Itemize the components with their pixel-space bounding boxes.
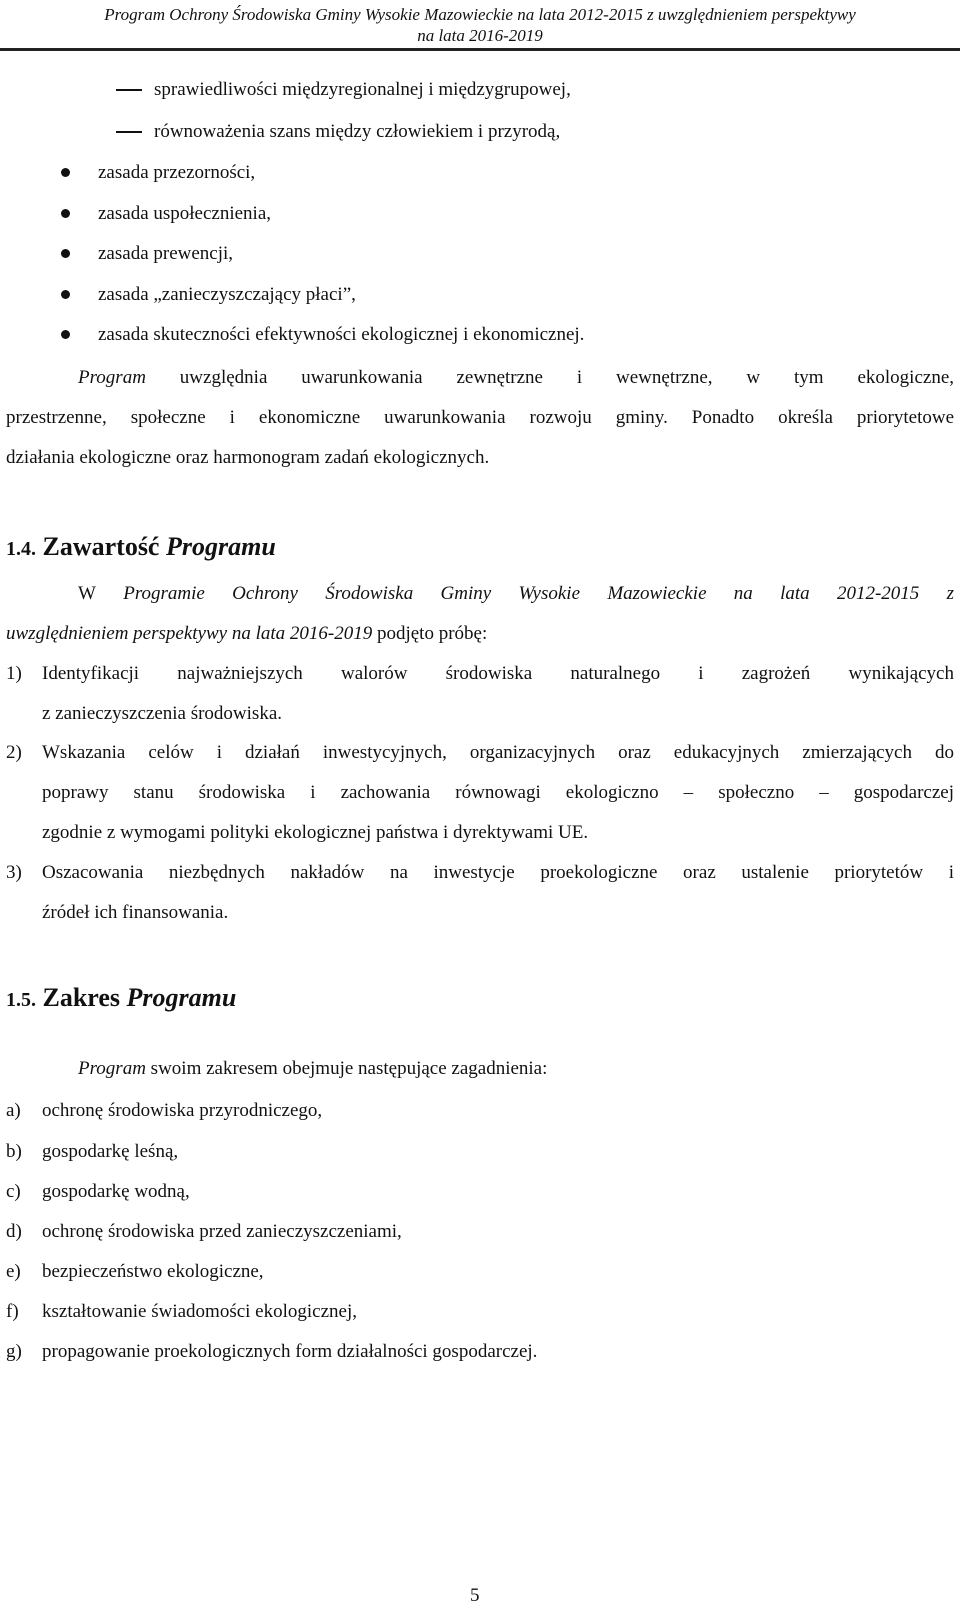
dash-item: równoważenia szans między człowiekiem i przyrodą, — [154, 121, 561, 142]
bullet-marker — [61, 330, 70, 339]
section-heading-1-5 — [6, 983, 236, 1015]
bullet-item: zasada prewencji, — [98, 243, 234, 264]
header-line-1: Program Ochrony Środowiska Gminy Wysokie Mazowieckie na lata 2012-2015 z uwzględnieniem perspektywy — [104, 5, 856, 24]
section-number: 1.4. — [6, 538, 36, 560]
dash-marker — [116, 131, 142, 133]
section-title: Zakres — [42, 983, 127, 1012]
header-line-2: na lata 2016-2019 — [417, 26, 543, 45]
list-item-line: poprawy stanu środowiska i zachowania równowagi ekologiczno – społeczno – gospodarczej — [42, 782, 954, 803]
bullet-marker — [61, 249, 70, 258]
paragraph-line — [78, 366, 954, 390]
list-marker: 1) — [6, 663, 22, 684]
list-item: gospodarkę leśną, — [42, 1141, 179, 1162]
header-rule — [0, 48, 960, 51]
paragraph-text: uwzględnia uwarunkowania zewnętrzne i wewnętrzne, w tym ekologiczne, — [145, 367, 954, 388]
list-marker: a) — [6, 1100, 21, 1121]
dash-marker — [116, 89, 142, 91]
intro-italic: Programie Ochrony Środowiska Gminy Wysokie Mazowieckie na lata 2012-2015 z — [95, 583, 954, 604]
list-marker: f) — [6, 1301, 19, 1322]
intro-rest: swoim zakresem obejmuje następujące zagadnienia: — [145, 1058, 548, 1079]
list-marker: 3) — [6, 862, 22, 883]
bullet-item: zasada „zanieczyszczający płaci”, — [98, 284, 356, 305]
list-item-line: Wskazania celów i działań inwestycyjnych, organizacyjnych oraz edukacyjnych zmierzających do — [42, 742, 954, 763]
list-item-line: zgodnie z wymogami polityki ekologicznej państwa i dyrektywami UE. — [42, 822, 589, 843]
bullet-marker — [61, 290, 70, 299]
page-number: 5 — [470, 1585, 480, 1606]
section-intro-line — [6, 622, 487, 646]
section-number: 1.5. — [6, 989, 36, 1011]
list-item: propagowanie proekologicznych form działalności gospodarczej. — [42, 1341, 538, 1362]
section-title-italic: Programu — [126, 983, 237, 1012]
bullet-item: zasada uspołecznienia, — [98, 203, 272, 224]
bullet-marker — [61, 168, 70, 177]
intro-w: W — [78, 583, 96, 604]
section-heading-1-4 — [6, 532, 276, 564]
italic-program: Program — [78, 367, 146, 388]
list-marker: d) — [6, 1221, 22, 1242]
intro-italic: Program — [78, 1058, 146, 1079]
intro-italic: uwzględnieniem perspektywy na lata 2016-2019 — [6, 623, 373, 644]
intro-rest: podjęto próbę: — [372, 623, 488, 644]
list-item: gospodarkę wodną, — [42, 1181, 190, 1202]
list-item: bezpieczeństwo ekologiczne, — [42, 1261, 264, 1282]
list-marker: b) — [6, 1141, 22, 1162]
list-item: ochronę środowiska przyrodniczego, — [42, 1100, 323, 1121]
section-intro-line — [78, 582, 954, 606]
bullet-marker — [61, 209, 70, 218]
list-item-line: Identyfikacji najważniejszych walorów środowiska naturalnego i zagrożeń wynikających — [42, 663, 954, 684]
paragraph-line: działania ekologiczne oraz harmonogram zadań ekologicznych. — [6, 447, 490, 468]
list-item: ochronę środowiska przed zanieczyszczeniami, — [42, 1221, 402, 1242]
list-marker: g) — [6, 1341, 22, 1362]
list-item-line: Oszacowania niezbędnych nakładów na inwestycje proekologiczne oraz ustalenie priorytetów i — [42, 862, 954, 883]
section-title-italic: Programu — [165, 532, 276, 561]
dash-item: sprawiedliwości międzyregionalnej i międzygrupowej, — [154, 79, 571, 100]
list-item-line: źródeł ich finansowania. — [42, 902, 229, 923]
list-item-line: z zanieczyszczenia środowiska. — [42, 703, 283, 724]
paragraph-line: przestrzenne, społeczne i ekonomiczne uwarunkowania rozwoju gminy. Ponadto określa priorytetowe — [6, 407, 954, 428]
bullet-item: zasada przezorności, — [98, 162, 256, 183]
section-intro-line — [78, 1057, 547, 1081]
list-item: kształtowanie świadomości ekologicznej, — [42, 1301, 357, 1322]
bullet-item: zasada skuteczności efektywności ekologicznej i ekonomicznej. — [98, 324, 585, 345]
list-marker: 2) — [6, 742, 22, 763]
list-marker: e) — [6, 1261, 21, 1282]
list-marker: c) — [6, 1181, 21, 1202]
section-title: Zawartość — [42, 532, 166, 561]
